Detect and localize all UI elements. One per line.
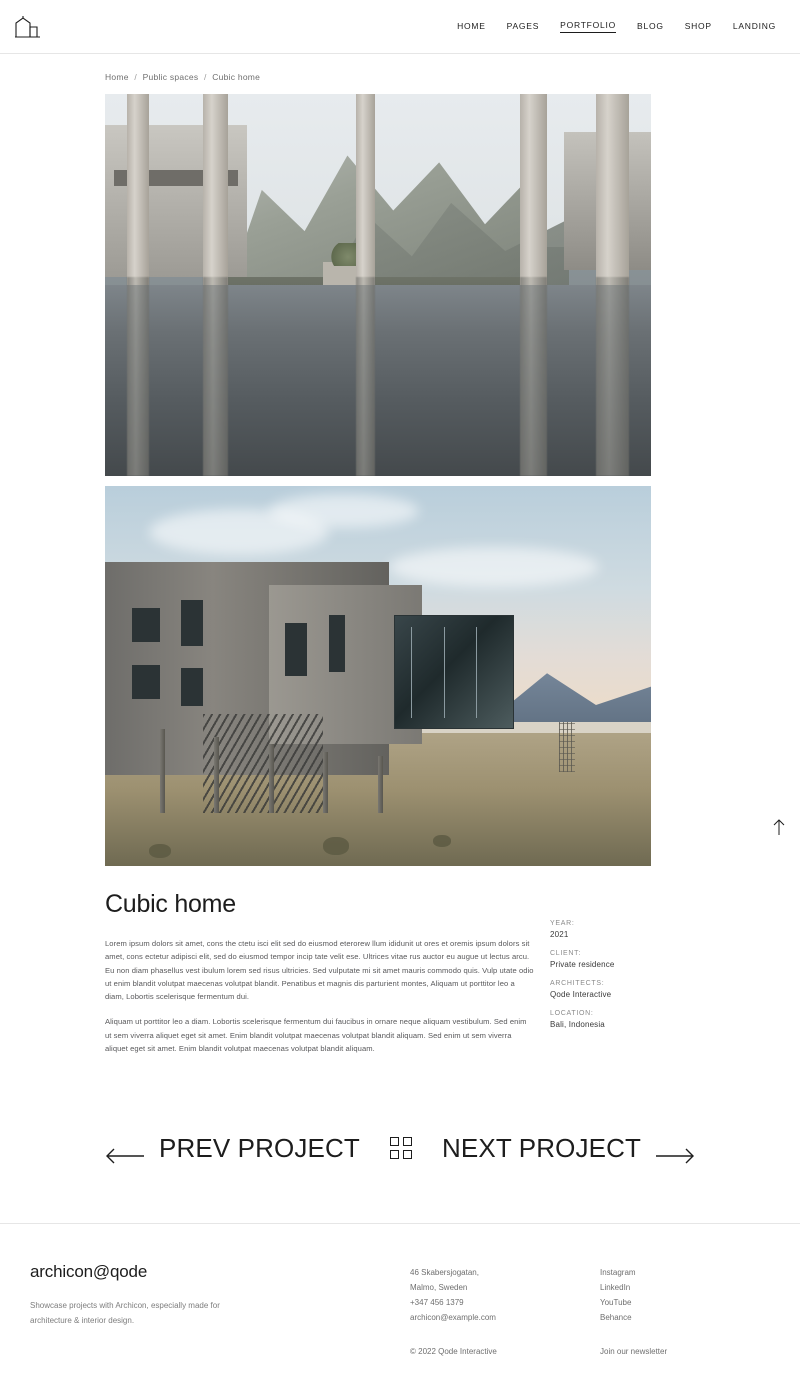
meta-label: YEAR: <box>550 920 575 927</box>
meta-year <box>550 920 750 939</box>
meta-location <box>550 1010 750 1029</box>
footer-contact-column <box>410 1262 600 1356</box>
footer-copyright: © 2022 Qode Interactive <box>410 1347 497 1357</box>
project-paragraph: Aliquam ut porttitor leo a diam. Lobortis scelerisque fermentum dui faucibus in ornare neque aliquam vestibulum. Sed enim ut sem viverra aliquet eget sit amet. Enim blandit volutpat maecenas volutpat blandit aliquam. Sed enim ut sem viverra aliquet eget sit amet. Enim blandit volutpat maecenas volutpat blandit aliquam. <box>105 1017 527 1053</box>
nav-item-shop[interactable]: SHOP <box>684 20 712 31</box>
site-header <box>0 0 800 54</box>
prev-project-label: PREV PROJECT <box>159 1132 360 1163</box>
arrow-right-icon <box>655 1140 695 1156</box>
project-description <box>105 890 550 1067</box>
prev-project-link[interactable] <box>105 1133 360 1164</box>
project-gallery <box>0 94 800 866</box>
page-title: Cubic home <box>105 890 236 918</box>
next-project-link[interactable] <box>442 1133 695 1164</box>
meta-label: LOCATION: <box>550 1010 594 1017</box>
breadcrumb <box>0 54 800 94</box>
breadcrumb-separator: / <box>134 72 137 82</box>
project-navigation <box>0 1067 800 1177</box>
meta-value: 2021 <box>550 930 569 939</box>
footer-brand: archicon@qode <box>30 1262 148 1282</box>
breadcrumb-item-home[interactable]: Home <box>105 72 129 82</box>
project-paragraph: Lorem ipsum dolors sit amet, cons the ctetu isci elit sed do eiusmod eterorew llum ididunit ut ores et oremis ipsum dolors sit amet, cons ectetur adipisci elit, sed do eiusmod tempor incip tate velit ese. Ultrices vitae rus auctor eu augue ut lectus arcu. Eu non diam phasellus vest ibulum lorem sed risus ultricies. Sed vulputate mi sit amet mauris commodo quis. Vulp utate odio ut enim blandit volutpat maecenas volutpat blandit. Penatibus et magnis dis parturient montes, Aliquam ut porttitor leo a diam, Lobortis scelerisque fermentum dui. <box>105 939 534 1002</box>
main-navigation <box>457 20 776 33</box>
footer-phone[interactable]: +347 456 1379 <box>410 1297 464 1307</box>
project-meta <box>550 890 750 1067</box>
meta-value: Bali, Indonesia <box>550 1020 605 1029</box>
breadcrumb-item-public-spaces[interactable]: Public spaces <box>142 72 199 82</box>
nav-item-portfolio[interactable]: PORTFOLIO <box>560 20 616 33</box>
nav-item-pages[interactable]: PAGES <box>506 20 540 31</box>
social-link-instagram[interactable]: Instagram <box>600 1268 636 1278</box>
grid-cell <box>403 1150 412 1159</box>
newsletter-link[interactable]: Join our newsletter <box>600 1347 668 1357</box>
back-to-top-icon[interactable] <box>770 818 788 836</box>
breadcrumb-separator: / <box>203 72 207 82</box>
project-image-pool[interactable] <box>105 94 651 476</box>
meta-client <box>550 950 750 969</box>
footer-address-line: Malmo, Sweden <box>410 1283 468 1293</box>
social-link-linkedin[interactable]: LinkedIn <box>600 1283 631 1293</box>
archicon-logo-icon[interactable] <box>14 14 44 40</box>
footer-address-line: 46 Skabersjogatan, <box>410 1268 479 1278</box>
site-footer <box>0 1223 800 1396</box>
social-link-behance[interactable]: Behance <box>600 1312 632 1322</box>
project-details <box>0 866 800 1067</box>
meta-value: Private residence <box>550 960 615 969</box>
meta-label: ARCHITECTS: <box>550 980 605 987</box>
nav-item-landing[interactable]: LANDING <box>732 20 776 31</box>
footer-brand-column <box>30 1262 410 1356</box>
meta-value: Qode Interactive <box>550 990 612 999</box>
footer-social-column <box>600 1262 770 1356</box>
meta-label: CLIENT: <box>550 950 581 957</box>
grid-cell <box>390 1137 399 1146</box>
footer-description: Showcase projects with Archicon, especially made for architecture & interior design. <box>30 1301 220 1326</box>
arrow-left-icon <box>105 1140 145 1156</box>
breadcrumb-item-current: Cubic home <box>212 72 261 82</box>
meta-architects <box>550 980 750 999</box>
project-image-house[interactable] <box>105 486 651 866</box>
footer-email[interactable]: archicon@example.com <box>410 1312 496 1322</box>
next-project-label: NEXT PROJECT <box>442 1132 641 1163</box>
main-content <box>0 54 800 1177</box>
grid-cell <box>390 1150 399 1159</box>
all-projects-grid-icon[interactable] <box>390 1137 412 1159</box>
nav-item-blog[interactable]: BLOG <box>637 20 664 31</box>
social-link-youtube[interactable]: YouTube <box>600 1297 632 1307</box>
grid-cell <box>403 1137 412 1146</box>
nav-item-home[interactable]: HOME <box>457 20 486 31</box>
